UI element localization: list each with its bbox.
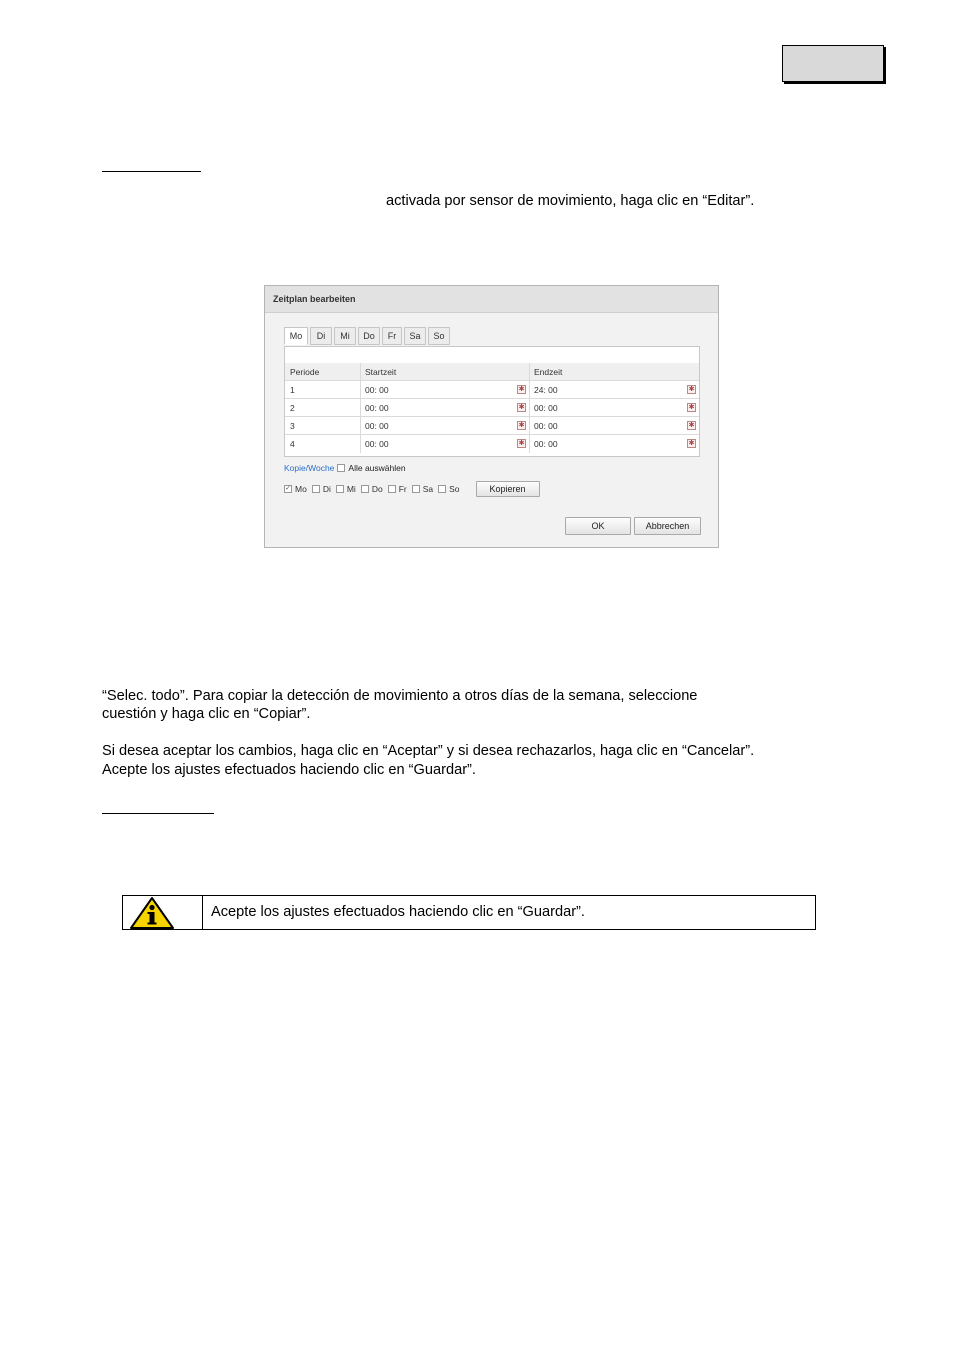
table-spacer — [285, 347, 699, 364]
ok-button[interactable]: OK — [565, 517, 631, 535]
copy-button[interactable]: Kopieren — [476, 481, 540, 497]
clock-icon[interactable]: ✱ — [688, 422, 695, 429]
end-time-field[interactable]: 00: 00 — [534, 403, 558, 413]
paragraph-copy-line1: “Selec. todo”. Para copiar la detección de movimiento a otros días de la semana, seleccione — [102, 688, 698, 704]
day-label: So — [449, 484, 460, 494]
day-checkbox-mi[interactable] — [336, 485, 344, 493]
day-checkbox-do[interactable] — [361, 485, 369, 493]
end-time-field[interactable]: 00: 00 — [534, 421, 558, 431]
section-heading-underline — [102, 171, 201, 172]
tab-mi[interactable]: Mi — [334, 327, 356, 345]
clock-icon[interactable]: ✱ — [518, 422, 525, 429]
info-icon-cell — [123, 896, 203, 929]
column-header-start: Startzeit — [365, 367, 397, 377]
tab-so[interactable]: So — [428, 327, 450, 345]
start-time-field[interactable]: 00: 00 — [365, 421, 389, 431]
tab-do[interactable]: Do — [358, 327, 380, 345]
clock-icon[interactable]: ✱ — [688, 404, 695, 411]
day-checkbox-sa[interactable] — [412, 485, 420, 493]
paragraph-accept-line1: Si desea aceptar los cambios, haga clic en “Aceptar” y si desea rechazarlos, haga clic en “Cancelar”. — [102, 743, 755, 759]
paragraph-accept-line2: Acepte los ajustes efectuados haciendo clic en “Guardar”. — [102, 762, 476, 778]
tab-fr[interactable]: Fr — [382, 327, 402, 345]
clock-icon[interactable]: ✱ — [688, 386, 695, 393]
select-all-checkbox[interactable] — [337, 464, 345, 472]
copy-days-row — [284, 482, 540, 496]
period-number: 4 — [290, 439, 295, 449]
start-time-field[interactable]: 00: 00 — [365, 403, 389, 413]
instruction-text-edit: activada por sensor de movimiento, haga clic en “Editar”. — [386, 193, 755, 209]
cancel-button[interactable]: Abbrechen — [634, 517, 701, 535]
day-checkbox-mo[interactable]: ✓ — [285, 485, 291, 492]
end-time-field[interactable]: 24: 00 — [534, 385, 558, 395]
day-checkbox-so[interactable] — [438, 485, 446, 493]
clock-icon[interactable]: ✱ — [518, 404, 525, 411]
start-time-field[interactable]: 00: 00 — [365, 439, 389, 449]
schedule-table — [284, 346, 700, 457]
day-label: Sa — [422, 484, 434, 494]
tab-mo[interactable]: Mo — [284, 327, 308, 345]
table-row — [285, 435, 699, 453]
info-note — [122, 895, 816, 930]
paragraph-copy-line2: cuestión y haga clic en “Copiar”. — [102, 706, 311, 722]
column-header-period: Periode — [290, 367, 320, 377]
table-row — [285, 417, 699, 435]
clock-icon[interactable]: ✱ — [518, 386, 525, 393]
table-row — [285, 399, 699, 417]
period-number: 1 — [290, 385, 295, 395]
dialog-title-bar — [265, 286, 718, 313]
table-header-row — [285, 363, 699, 381]
schedule-edit-dialog — [264, 285, 719, 548]
end-time-field[interactable]: 00: 00 — [534, 439, 558, 449]
copy-week-link[interactable]: Kopie/Woche — [284, 463, 335, 473]
day-checkbox-di[interactable] — [312, 485, 320, 493]
dialog-title: Zeitplan bearbeiten — [273, 294, 356, 304]
day-label: Do — [371, 484, 383, 494]
clock-icon[interactable]: ✱ — [688, 440, 695, 447]
day-label: Fr — [398, 484, 407, 494]
period-number: 3 — [290, 421, 295, 431]
copy-week-row — [284, 462, 406, 474]
column-header-end: Endzeit — [534, 367, 563, 377]
section-heading-underline — [102, 813, 214, 814]
day-label: Mo — [295, 484, 307, 494]
day-label: Mi — [346, 484, 356, 494]
select-all-label: Alle auswählen — [348, 463, 406, 473]
table-row — [285, 381, 699, 399]
start-time-field[interactable]: 00: 00 — [365, 385, 389, 395]
day-label: Di — [322, 484, 331, 494]
day-checkbox-fr[interactable] — [388, 485, 396, 493]
info-note-text: Acepte los ajustes efectuados haciendo clic en “Guardar”. — [211, 904, 585, 920]
period-number: 2 — [290, 403, 295, 413]
language-tab-box — [782, 45, 884, 82]
tab-sa[interactable]: Sa — [404, 327, 426, 345]
day-tabs — [284, 327, 452, 344]
info-warning-icon — [129, 896, 175, 930]
clock-icon[interactable]: ✱ — [518, 440, 525, 447]
tab-di[interactable]: Di — [310, 327, 332, 345]
